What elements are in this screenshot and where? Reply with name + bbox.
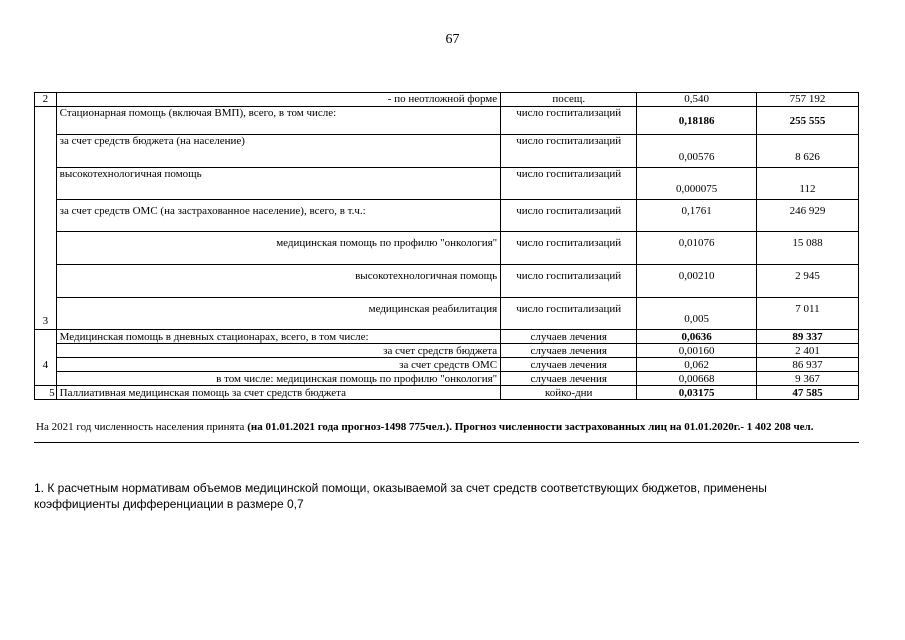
table-row [35,358,859,372]
row-unit: случаев лечения [501,358,637,372]
note-prefix: На 2021 год численность населения принята [36,421,248,433]
footnote: 1. К расчетным нормативам объемов медицинской помощи, оказываемой за счет средств соответствующих бюджетов, применены коэффициенты дифференциации в размере 0,7 [34,481,767,511]
row-name: за счет средств ОМС [56,358,500,372]
table-row [35,344,859,358]
row-norm: 0,00576 [637,135,757,168]
row-count: 8 626 [756,135,858,168]
table-row [35,330,859,344]
row-norm: 0,000075 [637,168,757,200]
row-unit: число госпитализаций [501,200,637,232]
row-name: - по неотложной форме [56,93,500,107]
row-name: высокотехнологичная помощь [56,265,500,298]
table-row [35,168,859,200]
row-name: за счет средств бюджета (на население) [56,135,500,168]
row-norm: 0,540 [637,93,757,107]
row-unit: число госпитализаций [501,265,637,298]
row-name: медицинская помощь по профилю "онкология" [56,232,500,265]
row-name: Паллиативная медицинская помощь за счет средств бюджета [56,386,500,400]
row-count: 89 337 [756,330,858,344]
row-unit: число госпитализаций [501,298,637,330]
row-unit: число госпитализаций [501,135,637,168]
row-count: 9 367 [756,372,858,386]
row-unit: посещ. [501,93,637,107]
row-unit: число госпитализаций [501,168,637,200]
row-name: в том числе: медицинская помощь по профилю "онкология" [56,372,500,386]
row-norm: 0,18186 [637,107,757,135]
row-count: 757 192 [756,93,858,107]
row-number: 3 [35,107,57,330]
row-count: 47 585 [756,386,858,400]
table-row [35,372,859,386]
row-count: 255 555 [756,107,858,135]
row-norm: 0,00210 [637,265,757,298]
note-bold: (на 01.01.2021 года прогноз-1498 775чел.). Прогноз численности застрахованных лиц на 01.01.2020г.- 1 402 208 чел. [247,421,814,433]
row-norm: 0,03175 [637,386,757,400]
norms-table [34,92,859,400]
row-unit: койко-дни [501,386,637,400]
row-number: 5 [35,386,57,400]
table-row [35,93,859,107]
table-row [35,135,859,168]
row-name: Медицинская помощь в дневных стационарах, всего, в том числе: [56,330,500,344]
row-norm: 0,1761 [637,200,757,232]
row-name: высокотехнологичная помощь [56,168,500,200]
row-unit: число госпитализаций [501,107,637,135]
row-name: за счет средств ОМС (на застрахованное население), всего, в т.ч.: [56,200,500,232]
page-number: 67 [445,32,460,47]
table-row [35,232,859,265]
row-count: 2 401 [756,344,858,358]
table-row [35,107,859,135]
row-unit: случаев лечения [501,330,637,344]
population-note [34,419,859,443]
row-norm: 0,00160 [637,344,757,358]
row-name: за счет средств бюджета [56,344,500,358]
row-norm: 0,062 [637,358,757,372]
row-norm: 0,005 [637,298,757,330]
row-norm: 0,01076 [637,232,757,265]
row-count: 15 088 [756,232,858,265]
row-count: 112 [756,168,858,200]
table-row [35,200,859,232]
row-number: 2 [35,93,57,107]
row-unit: случаев лечения [501,344,637,358]
row-name: Стационарная помощь (включая ВМП), всего, в том числе: [56,107,500,135]
row-count: 2 945 [756,265,858,298]
row-norm: 0,00668 [637,372,757,386]
row-number: 4 [35,330,57,386]
row-name: медицинская реабилитация [56,298,500,330]
row-unit: случаев лечения [501,372,637,386]
row-count: 246 929 [756,200,858,232]
row-norm: 0,0636 [637,330,757,344]
table-row [35,265,859,298]
table-row [35,298,859,330]
row-count: 7 011 [756,298,858,330]
row-unit: число госпитализаций [501,232,637,265]
row-count: 86 937 [756,358,858,372]
table-row [35,386,859,400]
